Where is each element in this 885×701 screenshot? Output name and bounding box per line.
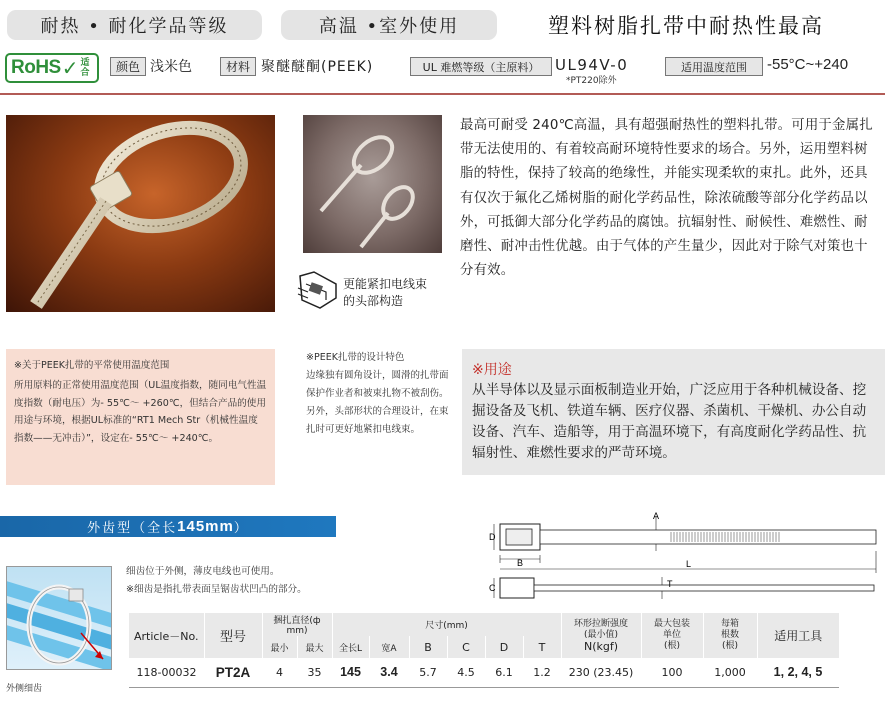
th-length: 全长L — [332, 636, 369, 658]
rohs-fit-text: 适合 — [80, 58, 90, 78]
section-description — [126, 563, 307, 599]
design-feature-note: ※PEEK扎带的设计特色 边缘独有圆角设计，圆滑的扎带面保护作业者和被束扎物不被刮伤。 另外，头部形状的合理设计，在束扎时可更好地紧扣电线束。 — [306, 352, 449, 435]
dim-label-t: T — [667, 579, 673, 589]
th-b: B — [409, 636, 447, 658]
inset-caption: 外侧细齿 — [6, 684, 43, 694]
page-title: 塑料树脂扎带中耐热性最高 — [548, 14, 824, 38]
head-caption-line-1: 更能紧扣电线束 — [343, 277, 428, 291]
dim-label-l: L — [686, 559, 692, 569]
product-spec-table — [129, 613, 839, 688]
ul-label: UL 难燃等级（主原料） — [410, 57, 552, 76]
product-photo-ties-pair — [303, 115, 442, 253]
dim-label-a: A — [652, 511, 660, 521]
dim-label-b: B — [517, 558, 524, 568]
th-box-3: (根) — [721, 641, 739, 651]
color-value: 浅米色 — [150, 59, 192, 75]
header-divider — [0, 93, 885, 95]
header-tag-2-text: 高温 •室外使用 — [318, 16, 460, 37]
cell-article: 118-00032 — [129, 658, 204, 687]
two-ties-image — [303, 115, 442, 253]
head-structure-caption — [343, 276, 427, 310]
ul-note: *PT220除外 — [566, 76, 617, 86]
temperature-note-box — [6, 349, 275, 485]
cell-t: 1.2 — [523, 658, 561, 687]
th-article: Article－No. — [129, 613, 204, 658]
product-photo-cable-tie — [6, 115, 275, 312]
th-box-2: 根数 — [720, 630, 739, 640]
th-size: 尺寸(mm) — [332, 613, 561, 636]
th-pack-2: 单位 — [662, 630, 681, 640]
th-bundle-max: 最大 — [297, 636, 332, 658]
th-c: C — [447, 636, 485, 658]
th-strength-2: (最小值) — [583, 630, 619, 640]
cell-width: 3.4 — [369, 658, 409, 687]
outer-teeth-inset-image — [6, 566, 112, 670]
th-strength — [561, 613, 641, 658]
dim-label-c: C — [489, 583, 496, 593]
th-t: T — [523, 636, 561, 658]
cell-tool: 1, 2, 4, 5 — [757, 658, 839, 687]
cell-box: 1,000 — [703, 658, 757, 687]
cable-tie-loop-image — [6, 115, 275, 312]
cell-b: 5.7 — [409, 658, 447, 687]
product-description: 最高可耐受 240℃高温，具有超强耐热性的塑料扎带。可用于金属扎带无法使用的、有着较高耐环境特性要求的场合。另外，运用塑料树脂的特性，保持了较高的绝缘性，并能实现柔软的束扎。此外，还具有仅次于氟化乙烯树脂的耐化学药品性，除浓硫酸等部分化学药品以外，可抵御大部分化学药品的腐蚀。抗辐射性、耐候性、难燃性、耐磨性、耐冲击性优越。由于气体的产生量少，因此对于除气对策也十分有效。 — [460, 118, 873, 279]
temp-label: 适用温度范围 — [665, 57, 763, 76]
head-caption-line-2: 的头部构造 — [343, 294, 404, 308]
th-bundle-min: 最小 — [262, 636, 297, 658]
section-title-suffix: ） — [233, 521, 249, 536]
check-icon: ✓ — [61, 56, 79, 80]
th-strength-1: 环形拉断强度 — [573, 619, 628, 629]
cell-length: 145 — [332, 658, 369, 687]
usage-box — [462, 349, 885, 475]
table-row — [129, 658, 839, 687]
th-d: D — [485, 636, 523, 658]
dimension-diagram — [486, 511, 884, 605]
th-pack-3: (根) — [663, 641, 681, 651]
temperature-note-text: 所用原料的正常使用温度范围（UL温度指数，随同电气性温度指数（耐电压）为- 55℃～ +260℃，但结合产品的使用用途与环境，根据UL标准的“RT1 Mech Str（机械性温度指数——无冲击）”，设定在- 55℃～ +240℃。 — [14, 380, 267, 444]
material-value: 聚醚醚酮(PEEK) — [261, 59, 374, 75]
cell-d: 6.1 — [485, 658, 523, 687]
th-pack-1: 最大包装 — [653, 619, 690, 629]
cell-c: 4.5 — [447, 658, 485, 687]
header-tag-outdoor — [281, 10, 497, 40]
th-pack — [641, 613, 703, 658]
temperature-note-title: ※关于PEEK扎带的平常使用温度范围 — [14, 360, 170, 371]
th-tool: 适用工具 — [757, 613, 839, 658]
cell-min: 4 — [262, 658, 297, 687]
dim-label-d: D — [489, 532, 496, 542]
cell-max: 35 — [297, 658, 332, 687]
section-title-length: 145mm — [177, 518, 234, 535]
section-title-prefix: 外齿型（全长 — [87, 521, 178, 536]
section-desc-line-1: 细齿位于外侧，薄皮电线也可使用。 — [126, 566, 280, 577]
usage-text: 从半导体以及显示面板制造业开始，广泛应用于各种机械设备、挖掘设备及飞机、铁道车辆、医疗仪器、杀菌机、干燥机、办公自动设备、汽车、造船等，用于高温环境下，有高度耐化学药品性、抗辐射性、难燃性要求的严苛环境。 — [472, 382, 867, 461]
material-label: 材料 — [220, 57, 256, 76]
header-tag-1-text: 耐热 • 耐化学品等级 — [40, 16, 229, 37]
th-box — [703, 613, 757, 658]
section-header-outer-teeth — [0, 516, 336, 537]
temp-value: -55°C~+240 — [767, 56, 849, 73]
cell-model: PT2A — [204, 658, 262, 687]
th-strength-3: N(kgf) — [583, 640, 619, 653]
th-box-1: 每箱 — [720, 619, 739, 629]
color-label: 颜色 — [110, 57, 146, 76]
th-model: 型号 — [204, 613, 262, 658]
rohs-badge — [5, 53, 99, 83]
usage-title: ※用途 — [472, 362, 512, 378]
th-bundle-diameter: 捆扎直径(ф mm) — [262, 613, 332, 636]
header-tag-heat-chemical — [7, 10, 262, 40]
rohs-text: RoHS — [11, 57, 61, 78]
cell-pack: 100 — [641, 658, 703, 687]
section-desc-line-2: ※细齿是指扎带表面呈锯齿状凹凸的部分。 — [126, 584, 307, 595]
cell-strength: 230 (23.45) — [561, 658, 641, 687]
tie-head-icon — [296, 270, 340, 310]
ul-value: UL94V-0 — [555, 56, 629, 74]
th-width: 宽A — [369, 636, 409, 658]
